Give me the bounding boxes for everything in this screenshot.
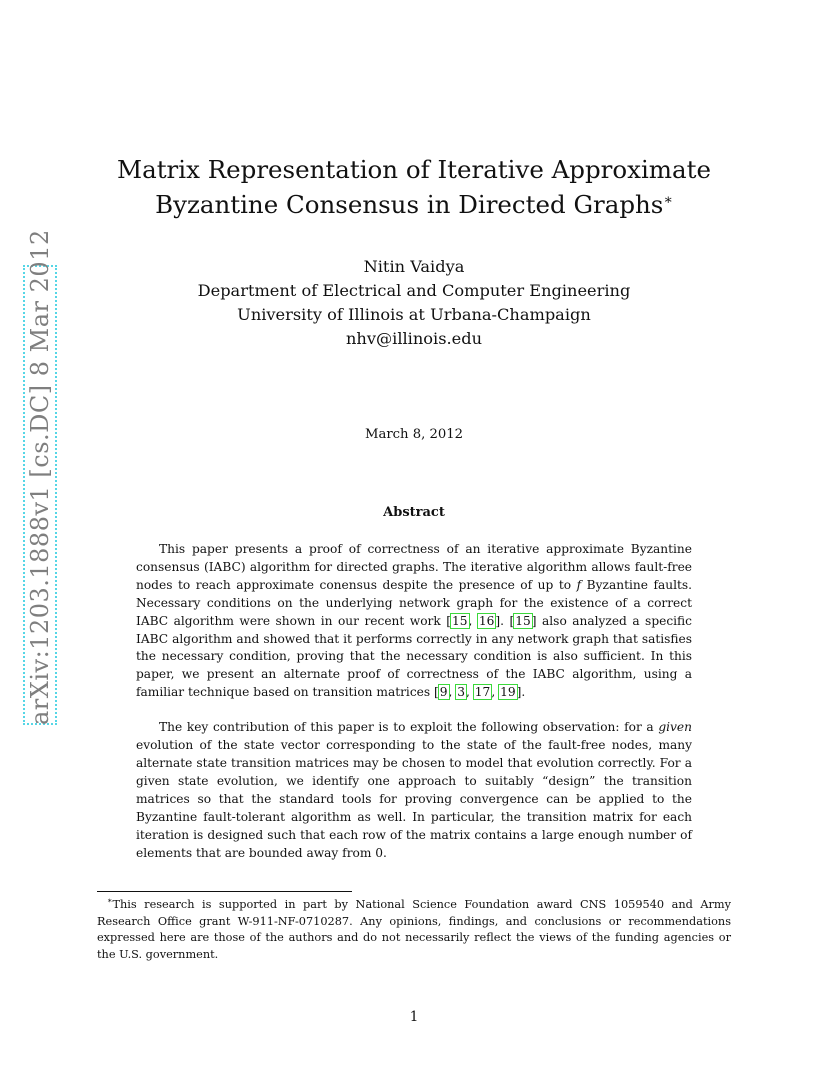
- footnote-text: This research is supported in part by National Science Foundation award CNS 1059540 and Army Research Office grant W-911-NF-0710287. Any opinions, findings, and conclusions or recommendations expressed here are those of the authors and do not necessarily reflect the views of the funding agencies or the U.S. government.: [97, 898, 731, 961]
- citation-link-19[interactable]: 19]: [500, 685, 522, 700]
- abstract-body: [136, 541, 692, 862]
- author-department: Department of Electrical and Computer Engineering: [197, 281, 631, 300]
- author-email: nhv@illinois.edu: [345, 329, 483, 348]
- abstract-text: This paper presents a proof of correctness of an iterative approximate Byzantine consensus (IABC) algorithm for directed graphs. The iterative algorithm allows fault-free nodes to reach approximate conensus despite the presence of up to: [136, 542, 692, 592]
- citation-link-3[interactable]: 3: [457, 685, 466, 700]
- author-university: University of Illinois at Urbana-Champaign: [237, 305, 591, 324]
- title-line-2-text: Byzantine Consensus in Directed Graphs: [155, 190, 664, 219]
- footnote-mark: ∗: [107, 896, 113, 906]
- citation-link-9[interactable]: [9: [434, 685, 448, 700]
- page-number: 1: [409, 1009, 419, 1025]
- abstract-heading: Abstract: [383, 505, 445, 520]
- abstract-text: Byzantine faults. Necessary conditions on the underlying network graph for the existence of a correct IABC algorithm were shown in our recent work: [136, 577, 692, 628]
- abstract-text: also analyzed a specific IABC algorithm and showed that it performs correctly in any network graph that satisfies the necessary condition, proving that the necessary condition is also sufficient. In this paper, we present an alternate proof of correctness of the IABC algorithm, using a familiar technique based on transition matrices: [136, 613, 693, 700]
- arxiv-stamp: arXiv:1203.1888v1 [cs.DC] 8 Mar 2012: [26, 229, 54, 725]
- footnote: [97, 897, 731, 963]
- abstract-text: evolution of the state vector corresponding to the state of the fault-free nodes, many alternate state transition matrices may be chosen to model that evolution correctly. For a given state evolution, we identify one approach to suitably “design” the transition matrices so that the standard tools for proving convergence can be applied to the Byzantine fault-tolerant algorithm as well. In particular, the transition matrix for each iteration is designed such that each row of the matrix contains a large enough number of elements that are bounded away from 0.: [136, 738, 692, 860]
- emphasis-given: given: [658, 720, 692, 735]
- abstract-text: The key contribution of this paper is to exploit the following observation: for a: [159, 720, 659, 735]
- paper-title: [0, 152, 828, 222]
- abstract-paragraph-1: This paper presents a proof of correctness of an iterative approximate Byzantine consensus (IABC) algorithm for directed graphs. The iterative algorithm allows fault-free nodes to reach approximate conensus despite the presence of up to f Byzantine faults. Necessary conditions on the underlying network graph for the existence of a correct IABC algorithm were shown in our recent work [15, 16]. [15] also analyzed a specific IABC algorithm and showed that it performs correctly in any network graph that satisfies the necessary condition, proving that the necessary condition is also sufficient. In this paper, we present an alternate proof of correctness of the IABC algorithm, using a familiar technique based on transition matrices [9, 3, 17, 19].: [136, 542, 693, 700]
- citation-link-16[interactable]: 16]: [478, 613, 501, 628]
- title-line-1: Matrix Representation of Iterative Approximate: [117, 155, 711, 184]
- citation-link-15[interactable]: [15: [446, 613, 468, 628]
- footnote-divider: [97, 891, 352, 892]
- title-line-2: [0, 187, 828, 222]
- title-footnote-mark: ∗: [663, 191, 673, 208]
- math-variable-f: f: [576, 577, 582, 592]
- citation-link-17[interactable]: 17: [474, 685, 491, 700]
- author-name: Nitin Vaidya: [363, 257, 465, 276]
- paper-date: March 8, 2012: [364, 427, 464, 442]
- abstract-paragraph-2: [136, 719, 692, 862]
- citation-link-15[interactable]: [15]: [509, 613, 537, 628]
- author-block: [0, 255, 828, 351]
